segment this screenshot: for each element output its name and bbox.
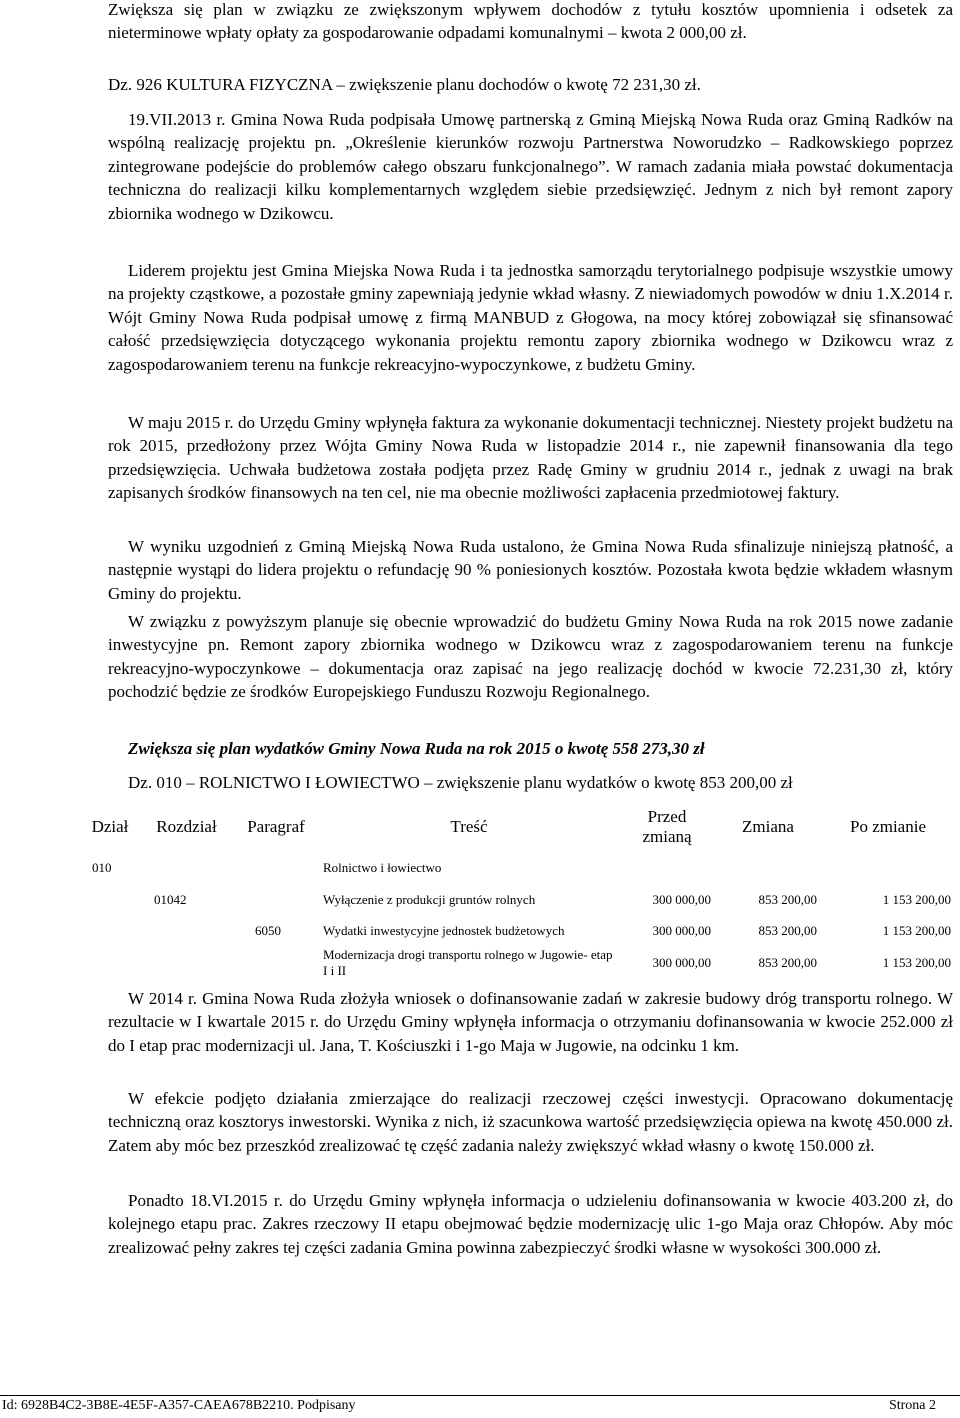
header-dzial: Dział bbox=[91, 817, 129, 836]
cell-zmiana: 853 200,00 bbox=[758, 892, 817, 907]
paragraph-invoice: W maju 2015 r. do Urzędu Gminy wpłynęła faktura za wykonanie dokumentacji technicznej. Niestety projekt budżetu na rok 2015, przedłożony przez Wójta Gminy Nowa Ruda w listopadzie 2014 r., nie zapewnił finansowania dla tego przedsięwzięcia. Uchwała budżetowa została podjęta przez Radę Gminy w grudniu 2014 r., jednak z uwagi na brak zapisanych środków finansowych na ten cel, nie ma obecnie możliwości zapłacenia przedmiotowej faktury. bbox=[108, 413, 953, 503]
paragraph-new-task: W związku z powyższym planuje się obecnie wprowadzić do budżetu Gminy Nowa Ruda na rok 2015 nowe zadanie inwestycyjne pn. Remont zapory zbiornika wodnego w Dzikowcu wraz z zagospodarowaniem terenu na funkcje rekreacyjno-wypoczynkowe – dokumentacja oraz zapisać na jego realizację dochód w kwocie 72.231,30 zł, który pochodzić będzie ze środków Europejskiego Funduszu Rozwoju Regionalnego. bbox=[108, 612, 953, 702]
cell-przed: 300 000,00 bbox=[652, 892, 711, 907]
cell-rozdzial: 01042 bbox=[154, 892, 187, 907]
cell-rozdzial bbox=[140, 916, 233, 946]
cell-przed: 300 000,00 bbox=[652, 955, 711, 970]
cell-po bbox=[821, 852, 955, 884]
cell-rozdzial bbox=[140, 946, 233, 980]
paragraph-leader: Liderem projektu jest Gmina Miejska Nowa Ruda i ta jednostka samorządu terytorialnego podpisuje wszystkie umowy na projekty cząstkowe, a pozostałe gminy zapewniają jedynie wkład własny. Z niewiadomych powodów w dniu 1.X.2014 r. Wójt Gminy Nowa Ruda podpisał umowę z firmą MANBUD z Głogowa, na mocy której zobowiązał się sfinansować całość przedsięwzięcia dotyczącego wykonania projektu remontu zapory zbiornika wodnego w Dzikowcu wraz z zagospodarowaniem terenu na funkcje rekreacyjno-wypoczynkowe, z budżetu Gminy. bbox=[108, 261, 953, 374]
table-row bbox=[80, 946, 955, 980]
header-przed-zmiana: Przed zmianą bbox=[642, 807, 692, 846]
cell-tresc: Rolnictwo i łowiectwo bbox=[323, 860, 442, 875]
cell-po: 1 153 200,00 bbox=[882, 892, 951, 907]
cell-tresc: Modernizacja drogi transportu rolnego w Jugowie- etap I i II bbox=[323, 947, 613, 978]
table-header-row bbox=[80, 802, 955, 852]
paragraph-second-stage: Ponadto 18.VI.2015 r. do Urzędu Gminy wpłynęła informacja o udzieleniu dofinansowania w kwocie 403.200 zł, do kolejnego etapu prac. Zakres rzeczowy II etapu obejmować będzie modernizację ulic 1-go Maja oraz Chłopów. Aby móc zrealizować pełny zakres tej części zadania Gmina powinna zabezpieczyć środki własne w wysokości 300.000 zł. bbox=[108, 1191, 953, 1257]
cell-paragraf bbox=[233, 884, 319, 916]
paragraph-agreement: W wyniku uzgodnień z Gminą Miejską Nowa Ruda ustalono, że Gmina Nowa Ruda sfinalizuje niniejszą płatność, a następnie wystąpi do lidera projektu o refundację 90 % poniesionych kosztów. Pozostała kwota będzie wkładem własnym Gminy do projektu. bbox=[108, 537, 953, 603]
cell-dzial: 010 bbox=[92, 860, 112, 875]
cell-po: 1 153 200,00 bbox=[882, 955, 951, 970]
cell-przed bbox=[619, 852, 715, 884]
header-paragraf: Paragraf bbox=[247, 817, 305, 836]
header-rozdzial: Rozdział bbox=[156, 817, 217, 836]
paragraph-partnership: 19.VII.2013 r. Gmina Nowa Ruda podpisała Umowę partnerską z Gminą Miejską Nowa Ruda oraz Gminą Radków na wspólną realizację projektu pn. „Określenie kierunków rozwoju Partnerstwa Noworudzko – Radkowskiego poprzez zintegrowane podejście do problemów całego obszaru funkcjonalnego”. W ramach zadania miała powstać dokumentacja techniczna do realizacji kilku komplementarnych względem siebie przedsięwzięć. Jednym z nich był remont zapory zbiornika wodnego w Dzikowcu. bbox=[108, 110, 953, 223]
cell-paragraf: 6050 bbox=[255, 923, 281, 938]
paragraph-cost-estimate: W efekcie podjęto działania zmierzające do realizacji rzeczowej części inwestycji. Opracowano dokumentację techniczną oraz kosztorys inwestorski. Wynika z nich, iż szacunkowa wartość przedsięwzięcia opiewa na kwotę 450.000 zł. Zatem aby móc bez przeszkód zrealizować tę część zadania należy zwiększyć wkład własny o kwotę 150.000 zł. bbox=[108, 1089, 953, 1155]
section-010-heading: Dz. 010 – ROLNICTWO I ŁOWIECTWO – zwiększenie planu wydatków o kwotę 853 200,00 zł bbox=[128, 773, 793, 792]
header-tresc: Treść bbox=[450, 817, 488, 836]
section-926-heading: Dz. 926 KULTURA FIZYCZNA – zwiększenie planu dochodów o kwotę 72 231,30 zł. bbox=[108, 75, 701, 94]
paragraph-road-grant: W 2014 r. Gmina Nowa Ruda złożyła wniosek o dofinansowanie zadań w zakresie budowy dróg transportu rolnego. W rezultacie w I kwartale 2015 r. do Urzędu Gminy wpłynęła informacja o otrzymaniu dofinansowania w kwocie 252.000 zł do I etap prac modernizacji ul. Jana, T. Kościuszki i 1-go Maja w Jugowie, na odcinku 1 km. bbox=[108, 989, 953, 1055]
header-zmiana: Zmiana bbox=[742, 817, 794, 836]
page-number: Strona 2 bbox=[888, 1398, 936, 1413]
cell-dzial bbox=[80, 916, 140, 946]
cell-zmiana: 853 200,00 bbox=[758, 955, 817, 970]
table-row bbox=[80, 916, 955, 946]
cell-po: 1 153 200,00 bbox=[882, 923, 951, 938]
header-po-zmianie: Po zmianie bbox=[849, 817, 926, 836]
page-footer bbox=[0, 1395, 960, 1418]
cell-przed: 300 000,00 bbox=[652, 923, 711, 938]
cell-zmiana bbox=[715, 852, 821, 884]
cell-dzial bbox=[80, 946, 140, 980]
expenses-heading: Zwiększa się plan wydatków Gminy Nowa Ruda na rok 2015 o kwotę 558 273,30 zł bbox=[128, 739, 705, 758]
cell-rozdzial bbox=[140, 852, 233, 884]
cell-tresc: Wydatki inwestycyjne jednostek budżetowych bbox=[323, 923, 565, 938]
cell-paragraf bbox=[233, 852, 319, 884]
table-row bbox=[80, 884, 955, 916]
document-id: Id: 6928B4C2-3B8E-4E5F-A357-CAEA678B2210. Podpisany bbox=[2, 1398, 356, 1413]
budget-table bbox=[80, 802, 955, 980]
table-row bbox=[80, 852, 955, 884]
cell-dzial bbox=[80, 884, 140, 916]
cell-paragraf bbox=[233, 946, 319, 980]
cell-tresc: Wyłączenie z produkcji gruntów rolnych bbox=[323, 892, 536, 907]
paragraph-penalties: Zwiększa się plan w związku ze zwiększonym wpływem dochodów z tytułu kosztów upomnienia i odsetek za nieterminowe wpłaty opłaty za gospodarowanie odpadami komunalnymi – kwota 2 000,00 zł. bbox=[108, 0, 953, 43]
cell-zmiana: 853 200,00 bbox=[758, 923, 817, 938]
